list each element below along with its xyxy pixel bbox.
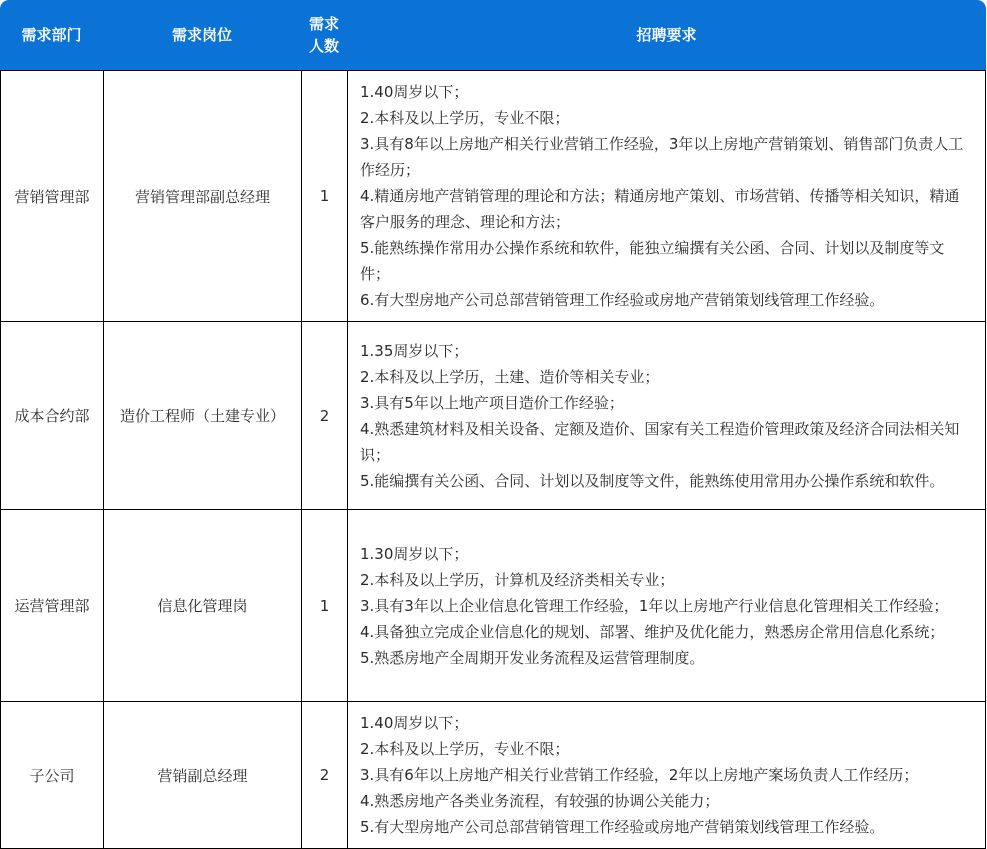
requirement-line: 4.具备独立完成企业信息化的规划、部署、维护及优化能力，熟悉房企常用信息化系统； bbox=[360, 622, 945, 641]
cell-headcount: 2 bbox=[302, 322, 348, 510]
requirement-line: 3.具有3年以上企业信息化管理工作经验，1年以上房地产行业信息化管理相关工作经验； bbox=[360, 596, 949, 615]
cell-requirements bbox=[348, 71, 986, 322]
requirement-line: 3.具有5年以上地产项目造价工作经验； bbox=[360, 393, 624, 412]
requirement-line: 2.本科及以上学历，专业不限； bbox=[360, 740, 570, 758]
cell-position: 营销副总经理 bbox=[104, 702, 302, 849]
requirement-line: 5.能熟练操作常用办公操作系统和软件，能独立编撰有关公函、合同、计划以及制度等文件； bbox=[360, 239, 945, 283]
cell-position: 营销管理部副总经理 bbox=[104, 71, 302, 322]
cell-headcount: 1 bbox=[302, 71, 348, 322]
requirement-line: 1.40周岁以下； bbox=[360, 83, 469, 101]
requirement-line: 2.本科及以上学历，土建、造价等相关专业； bbox=[360, 367, 660, 386]
cell-position: 信息化管理岗 bbox=[104, 510, 302, 702]
table-row bbox=[1, 322, 986, 510]
requirement-line: 5.能编撰有关公函、合同、计划以及制度等文件，能熟练使用常用办公操作系统和软件。 bbox=[360, 471, 945, 490]
cell-department: 运营管理部 bbox=[1, 510, 104, 702]
cell-requirements bbox=[348, 510, 986, 702]
table-row bbox=[1, 702, 986, 849]
header-cell-department: 需求部门 bbox=[21, 26, 82, 44]
header-cell-headcount: 需求人数 bbox=[308, 15, 339, 55]
requirement-line: 6.有大型房地产公司总部营销管理工作经验或房地产营销策划线管理工作经验。 bbox=[360, 291, 885, 309]
cell-position: 造价工程师（土建专业） bbox=[104, 322, 302, 510]
cell-headcount: 2 bbox=[302, 702, 348, 849]
requirement-line: 2.本科及以上学历，计算机及经济类相关专业； bbox=[360, 570, 675, 589]
requirement-line: 5.有大型房地产公司总部营销管理工作经验或房地产营销策划线管理工作经验。 bbox=[360, 818, 885, 836]
requirement-line: 3.具有6年以上房地产相关行业营销工作经验，2年以上房地产案场负责人工作经历； bbox=[360, 766, 919, 784]
requirement-line: 4.精通房地产营销管理的理论和方法；精通房地产策划、市场营销、传播等相关知识，精通客户服务的理念、理论和方法； bbox=[360, 187, 960, 231]
requirement-line: 5.熟悉房地产全周期开发业务流程及运营管理制度。 bbox=[360, 648, 705, 667]
requirement-line: 2.本科及以上学历，专业不限； bbox=[360, 109, 570, 127]
requirement-line: 3.具有8年以上房地产相关行业营销工作经验，3年以上房地产营销策划、销售部门负责人工作经历； bbox=[360, 135, 964, 179]
cell-department: 成本合约部 bbox=[1, 322, 104, 510]
cell-requirements bbox=[348, 702, 986, 849]
header-cell-position: 需求岗位 bbox=[171, 26, 232, 44]
requirement-line: 4.熟悉房地产各类业务流程，有较强的协调公关能力； bbox=[360, 792, 720, 810]
cell-requirements bbox=[348, 322, 986, 510]
requirement-line: 1.40周岁以下； bbox=[360, 714, 469, 732]
cell-department: 子公司 bbox=[1, 702, 104, 849]
table-body bbox=[0, 70, 986, 849]
table-row bbox=[1, 71, 986, 322]
cell-headcount: 1 bbox=[302, 510, 348, 702]
table-row bbox=[1, 510, 986, 702]
table-header-row bbox=[0, 0, 986, 70]
requirement-line: 1.35周岁以下； bbox=[360, 341, 469, 360]
requirement-line: 4.熟悉建筑材料及相关设备、定额及造价、国家有关工程造价管理政策及经济合同法相关知识； bbox=[360, 419, 960, 464]
cell-department: 营销管理部 bbox=[1, 71, 104, 322]
header-cell-requirements: 招聘要求 bbox=[636, 26, 697, 44]
requirement-line: 1.30周岁以下； bbox=[360, 544, 469, 563]
